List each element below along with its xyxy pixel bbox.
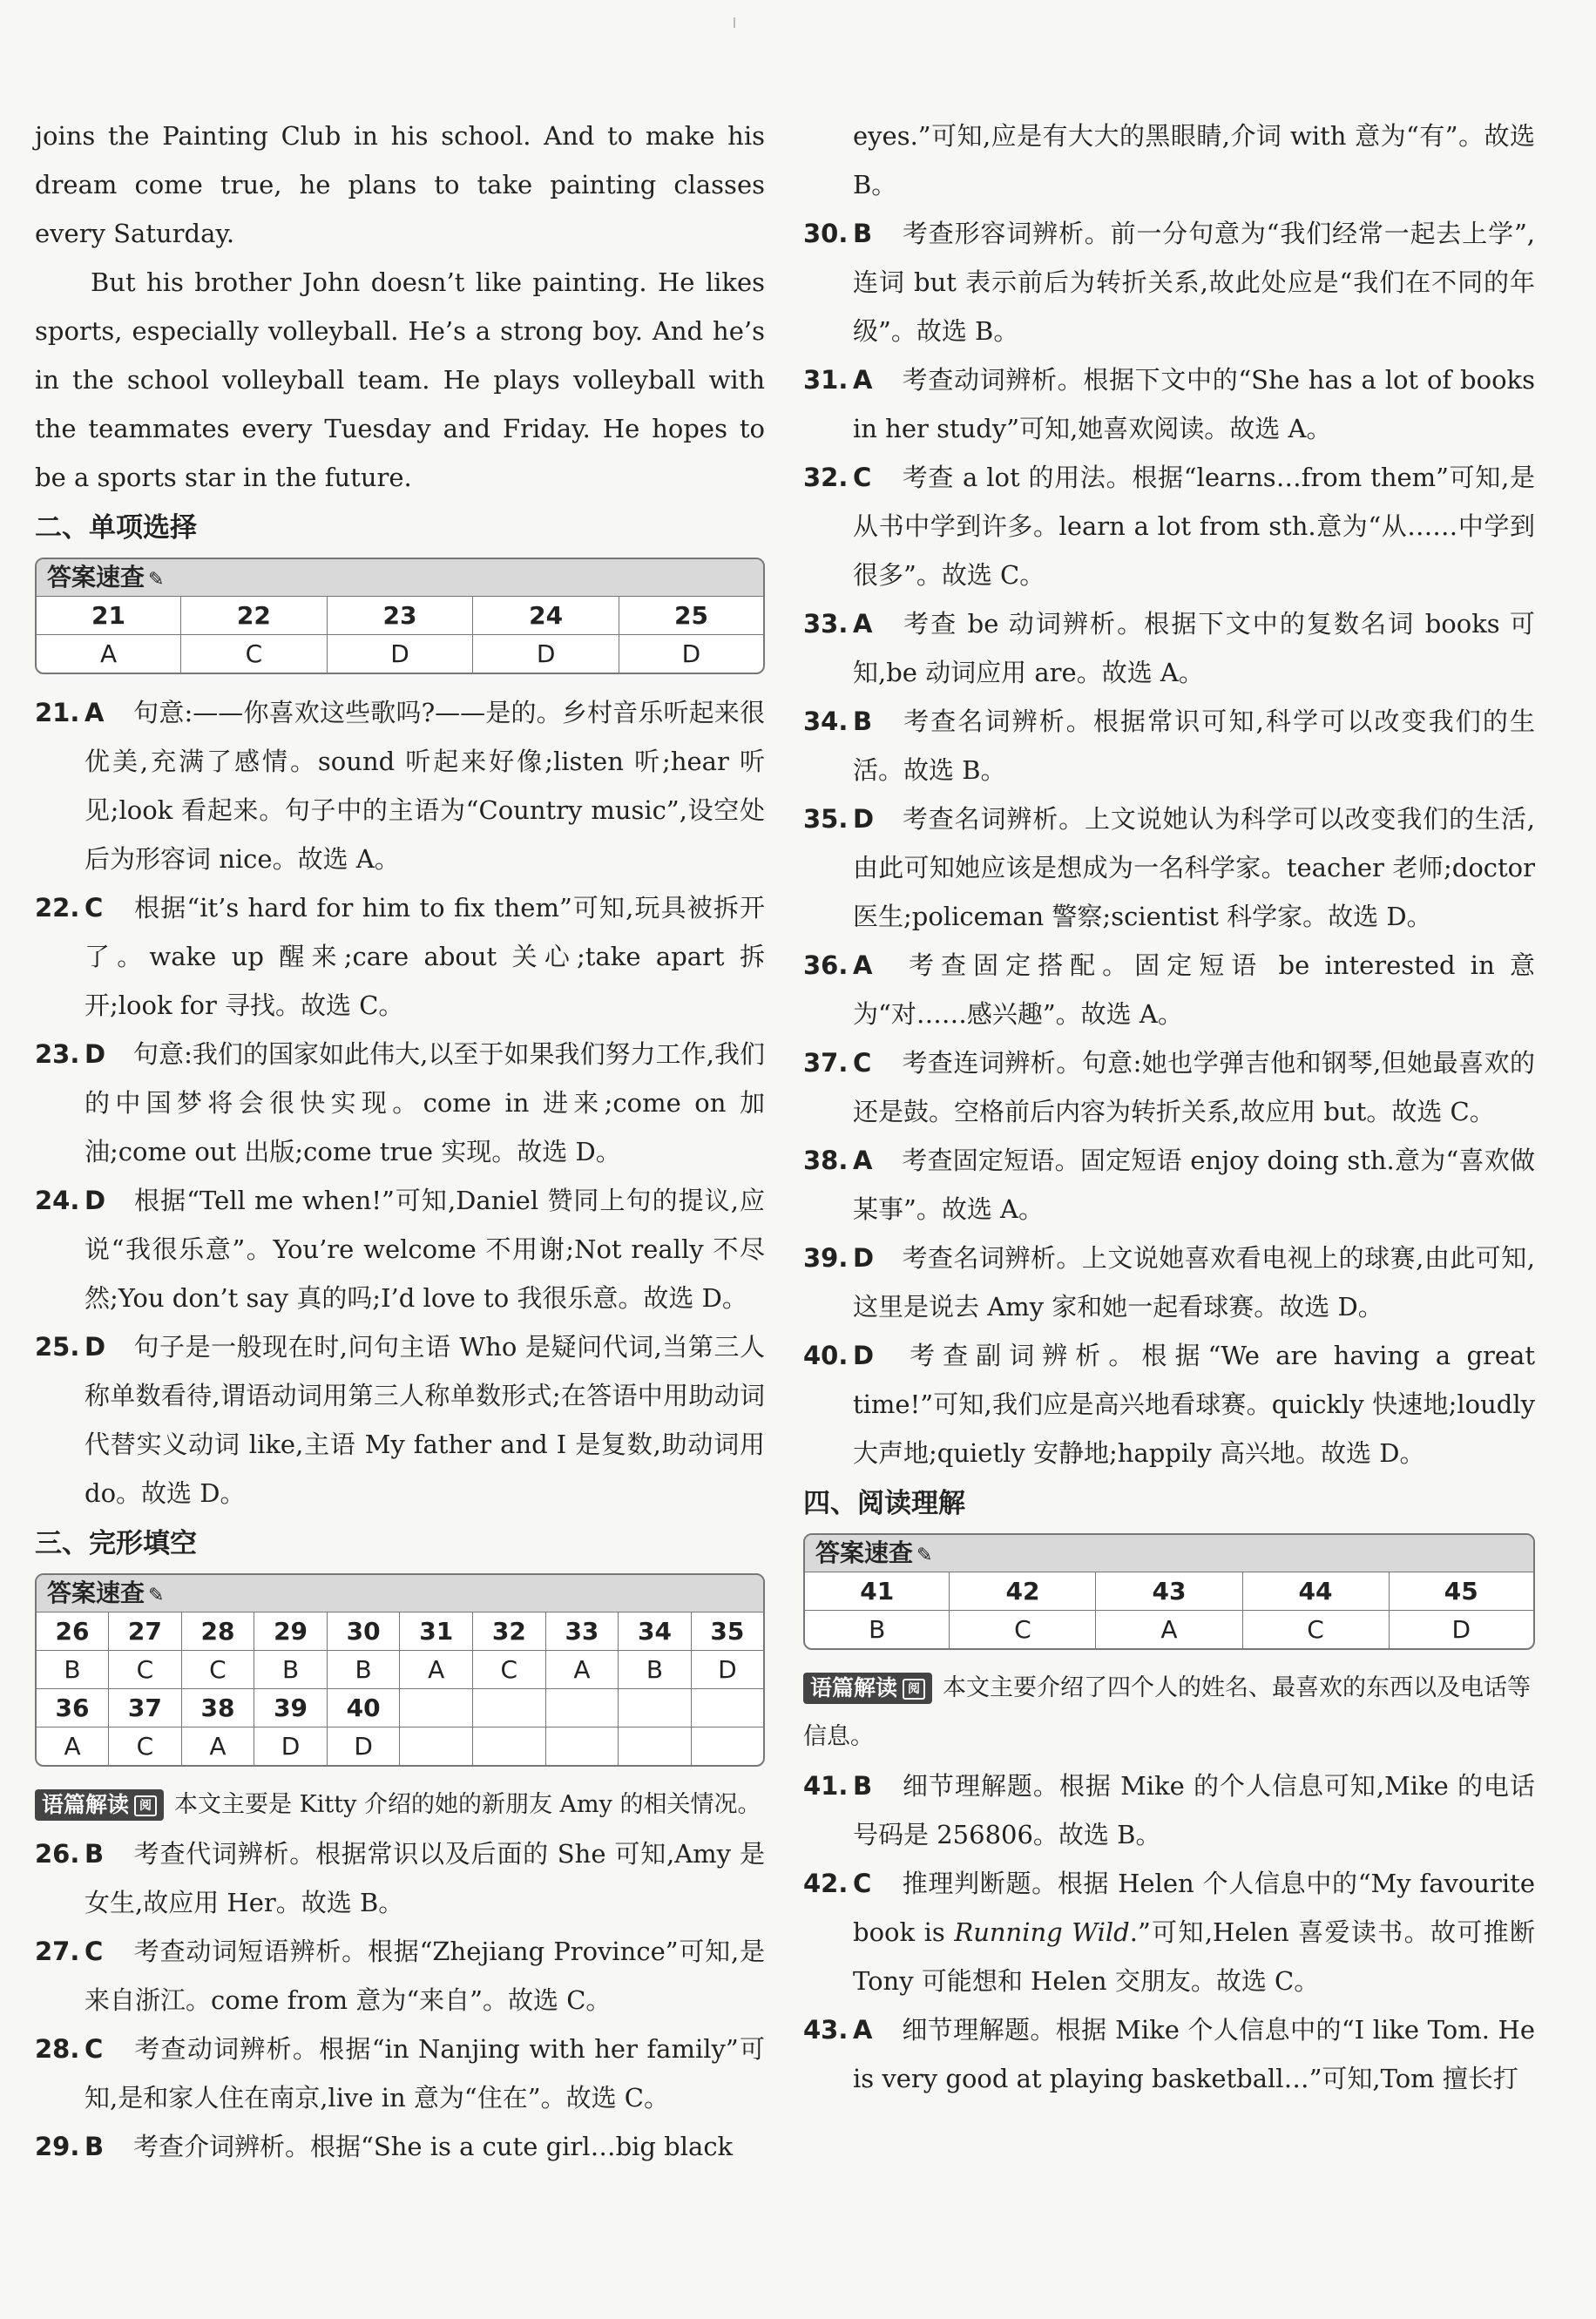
- answer-letter: D: [619, 635, 763, 673]
- question-number: 25.: [35, 1332, 80, 1362]
- explanation-text: 考查动词辨析。根据下文中的“She has a lot of books in her study”可知,她喜欢阅读。故选 A。: [853, 365, 1535, 443]
- passage-tag-label: 语篇解读: [42, 1792, 130, 1817]
- explanation-23: [35, 1030, 765, 1176]
- answer-letter: D: [1389, 1611, 1533, 1649]
- answer-key-header: [805, 1535, 1533, 1572]
- explanation-text: 根据“it’s hard for him to fix them”可知,玩具被拆开了。wake up 醒来;care about 关心;take apart 拆开;look for 寻找。故选 C。: [85, 893, 765, 1020]
- pencil-icon: ✎: [148, 1585, 165, 1606]
- explanation-25: [35, 1322, 765, 1518]
- explanation-29-continued: eyes.”可知,应是有大大的黑眼睛,介词 with 意为“有”。故选 B。: [853, 121, 1535, 199]
- answer-letter: B: [85, 1839, 105, 1869]
- empty-cell: [400, 1689, 473, 1727]
- question-number: 27.: [35, 1937, 80, 1966]
- answer-letter: A: [85, 698, 105, 727]
- pencil-icon: ✎: [916, 1545, 933, 1566]
- answer-letter: D: [853, 1243, 875, 1273]
- answer-letter: B: [853, 1771, 873, 1801]
- explanation-29: [35, 2122, 765, 2171]
- empty-cell: [691, 1689, 763, 1727]
- answer-letter: A: [400, 1651, 473, 1689]
- explanation-26: [35, 1829, 765, 1927]
- book-icon: 阅: [134, 1795, 157, 1816]
- answer-letter: A: [37, 635, 181, 673]
- answer-letter: C: [85, 1937, 104, 1966]
- explanation-42: [803, 1859, 1535, 2005]
- explanation-43: [803, 2005, 1535, 2103]
- question-number: 28: [181, 1612, 254, 1651]
- explanation-text: 根据“Tell me when!”可知,Daniel 赞同上句的提议,应说“我很乐意”。You’re welcome 不用谢;Not really 不尽然;You don’t say 真的吗;I’d love to 我很乐意。故选 D。: [85, 1186, 765, 1313]
- section-title-reading: 四、阅读理解: [803, 1488, 965, 1519]
- question-number: 40.: [803, 1341, 849, 1370]
- intro-paragraph-1: joins the Painting Club in his school. And to make his dream come true, he plans to take painting classes every Saturday.: [35, 121, 765, 248]
- explanation-31: [803, 355, 1535, 453]
- answer-key-table: [805, 1572, 1533, 1648]
- empty-cell: [473, 1727, 546, 1766]
- explanation-text: 考查介词辨析。根据“She is a cute girl…big black: [133, 2132, 734, 2161]
- answer-letter: C: [473, 1651, 546, 1689]
- explanation-text: 考查代词辨析。根据常识以及后面的 She 可知,Amy 是女生,故应用 Her。故选 B。: [85, 1839, 765, 1917]
- explanation-text: 细节理解题。根据 Mike 个人信息中的“I like Tom. He is very good at playing basketball…”可知,Tom 擅长打: [853, 2015, 1535, 2093]
- explanation-text: 考查固定搭配。固定短语 be interested in 意为“对……感兴趣”。故选 A。: [853, 950, 1535, 1029]
- answer-letter: B: [37, 1651, 109, 1689]
- top-tick-mark: [734, 17, 735, 28]
- answer-letter: B: [85, 2132, 105, 2161]
- explanation-36: [803, 941, 1535, 1038]
- explanation-text: 考查连词辨析。句意:她也学弹吉他和钢琴,但她最喜欢的还是鼓。空格前后内容为转折关系,故应用 but。故选 C。: [853, 1048, 1535, 1126]
- answer-letter: D: [853, 1341, 875, 1370]
- section-title-single-choice: 二、单项选择: [35, 512, 197, 544]
- answer-letter: D: [473, 635, 619, 673]
- answer-letter: D: [254, 1727, 328, 1766]
- empty-cell: [400, 1727, 473, 1766]
- answer-letter: D: [85, 1039, 106, 1069]
- question-number: 31: [400, 1612, 473, 1651]
- explanation-text: 考查副词辨析。根据“We are having a great time!”可知,我们应是高兴地看球赛。quickly 快速地;loudly 大声地;quietly 安静地;happily 高兴地。故选 D。: [853, 1341, 1535, 1468]
- empty-cell: [691, 1727, 763, 1766]
- passage-tag: [35, 1789, 164, 1821]
- question-number: 29.: [35, 2132, 80, 2161]
- question-number: 31.: [803, 365, 849, 395]
- left-column: [35, 112, 765, 2171]
- explanation-22: [35, 883, 765, 1030]
- answer-key-header: [37, 1575, 763, 1612]
- answer-letter: C: [109, 1651, 182, 1689]
- answer-letter: C: [853, 1869, 872, 1898]
- explanation-text: 考查 a lot 的用法。根据“learns…from them”可知,是从书中学到许多。learn a lot from sth.意为“从……中学到很多”。故选 C。: [853, 463, 1535, 590]
- question-number: 35: [691, 1612, 763, 1651]
- answer-key-header: [37, 559, 763, 597]
- answer-letter: A: [545, 1651, 619, 1689]
- question-number: 22: [181, 597, 328, 635]
- explanation-text: 细节理解题。根据 Mike 的个人信息可知,Mike 的电话号码是 256806。故选 B。: [853, 1771, 1535, 1849]
- answer-letter: B: [254, 1651, 328, 1689]
- question-number: 43: [1096, 1572, 1242, 1611]
- answer-key-label: 答案速查: [47, 1579, 145, 1607]
- question-number: 38: [181, 1689, 254, 1727]
- question-number: 37: [109, 1689, 182, 1727]
- question-number: 30: [327, 1612, 400, 1651]
- question-number: 36.: [803, 950, 849, 980]
- answer-letter: C: [85, 2034, 104, 2064]
- question-number: 29: [254, 1612, 328, 1651]
- passage-tag: [803, 1673, 932, 1704]
- answer-letter: C: [1242, 1611, 1389, 1649]
- answer-letter: D: [853, 804, 875, 834]
- answer-letter: A: [853, 950, 873, 980]
- explanation-28: [35, 2025, 765, 2122]
- explanation-text: 考查动词辨析。根据“in Nanjing with her family”可知,是和家人住在南京,live in 意为“住在”。故选 C。: [85, 2034, 765, 2113]
- answer-letter: D: [85, 1332, 106, 1362]
- question-number: 37.: [803, 1048, 849, 1078]
- answer-letter: B: [619, 1651, 692, 1689]
- question-number: 26.: [35, 1839, 80, 1869]
- answer-key-table: [37, 1612, 763, 1765]
- question-number: 33.: [803, 609, 849, 639]
- explanation-text: 考查名词辨析。上文说她认为科学可以改变我们的生活,由此可知她应该是想成为一名科学家。teacher 老师;doctor 医生;policeman 警察;scientist 科学家。故选 D。: [853, 804, 1535, 931]
- passage-tag-label: 语篇解读: [810, 1675, 898, 1700]
- explanation-39: [803, 1234, 1535, 1331]
- explanation-text: 句子是一般现在时,问句主语 Who 是疑问代词,当第三人称单数看待,谓语动词用第三人称单数形式;在答语中用助动词代替实义动词 like,主语 My father and I 是复数,助动词用 do。故选 D。: [85, 1332, 765, 1508]
- answer-letter: C: [181, 1651, 254, 1689]
- explanation-40: [803, 1331, 1535, 1477]
- explanation-38: [803, 1136, 1535, 1234]
- question-number: 36: [37, 1689, 109, 1727]
- empty-cell: [545, 1727, 619, 1766]
- passage-summary-reading: [803, 1664, 1535, 1761]
- explanation-27: [35, 1927, 765, 2025]
- explanation-text: 句意:我们的国家如此伟大,以至于如果我们努力工作,我们的中国梦将会很快实现。come in 进来;come on 加油;come out 出版;come true 实现。故选 D。: [85, 1039, 765, 1166]
- question-number: 35.: [803, 804, 849, 834]
- empty-cell: [545, 1689, 619, 1727]
- empty-cell: [619, 1689, 692, 1727]
- question-number: 21: [37, 597, 181, 635]
- explanation-text: 考查名词辨析。根据常识可知,科学可以改变我们的生活。故选 B。: [853, 707, 1535, 785]
- question-number: 34: [619, 1612, 692, 1651]
- explanation-34: [803, 697, 1535, 794]
- question-number: 24.: [35, 1186, 80, 1215]
- answer-key-label: 答案速查: [815, 1538, 914, 1567]
- book-title: Running Wild: [954, 1917, 1130, 1947]
- question-number: 27: [109, 1612, 182, 1651]
- answer-key-label: 答案速查: [47, 563, 145, 592]
- question-number: 34.: [803, 707, 849, 736]
- answer-letter: A: [853, 2015, 873, 2045]
- answer-key-box-26-40: [35, 1573, 765, 1767]
- explanation-21: [35, 688, 765, 883]
- passage-summary-text: 本文主要是 Kitty 介绍的她的新朋友 Amy 的相关情况。: [174, 1791, 761, 1818]
- explanation-33: [803, 599, 1535, 697]
- intro-paragraph-2: But his brother John doesn’t like painting. He likes sports, especially volleyball. He’s a strong boy. And he’s in the school volleyball team. He plays volleyball with the teammates every Tuesday and Friday. He hopes to be a sports star in the future.: [35, 267, 765, 492]
- answer-letter: A: [853, 609, 873, 639]
- answer-letter: B: [805, 1611, 950, 1649]
- question-number: 40: [327, 1689, 400, 1727]
- question-number: 32: [473, 1612, 546, 1651]
- question-number: 26: [37, 1612, 109, 1651]
- explanation-35: [803, 794, 1535, 941]
- answer-letter: A: [853, 1146, 873, 1175]
- explanation-text: 考查形容词辨析。前一分句意为“我们经常一起去上学”,连词 but 表示前后为转折关系,故此处应是“我们在不同的年级”。故选 B。: [853, 219, 1535, 346]
- question-number: 32.: [803, 463, 849, 492]
- empty-cell: [619, 1727, 692, 1766]
- question-number: 42: [950, 1572, 1096, 1611]
- answer-letter: A: [1096, 1611, 1242, 1649]
- explanation-text: 推理判断题。根据 Helen 个人信息中的“My favourite book is: [853, 1869, 1535, 1947]
- answer-key-table: [37, 597, 763, 673]
- explanation-30: [803, 209, 1535, 355]
- question-number: 39.: [803, 1243, 849, 1273]
- question-number: 39: [254, 1689, 328, 1727]
- question-number: 23.: [35, 1039, 80, 1069]
- answer-letter: D: [327, 1727, 400, 1766]
- question-number: 21.: [35, 698, 80, 727]
- answer-letter: C: [853, 1048, 872, 1078]
- question-number: 45: [1389, 1572, 1533, 1611]
- right-column: [803, 112, 1535, 2103]
- explanation-32: [803, 453, 1535, 599]
- passage-summary-text: 本文主要介绍了四个人的姓名、最喜欢的东西以及电话等信息。: [803, 1674, 1532, 1750]
- answer-letter: C: [109, 1727, 182, 1766]
- passage-summary-cloze: [35, 1781, 765, 1829]
- question-number: 33: [545, 1612, 619, 1651]
- explanation-24: [35, 1176, 765, 1322]
- question-number: 41: [805, 1572, 950, 1611]
- answer-letter: D: [691, 1651, 763, 1689]
- pencil-icon: ✎: [148, 569, 165, 591]
- answer-letter: C: [853, 463, 872, 492]
- question-number: 28.: [35, 2034, 80, 2064]
- question-number: 25: [619, 597, 763, 635]
- answer-letter: A: [37, 1727, 109, 1766]
- answer-letter: A: [181, 1727, 254, 1766]
- section-title-cloze: 三、完形填空: [35, 1528, 197, 1559]
- answer-letter: D: [85, 1186, 106, 1215]
- empty-cell: [473, 1689, 546, 1727]
- answer-key-box-21-25: [35, 558, 765, 674]
- answer-letter: C: [85, 893, 104, 923]
- explanation-41: [803, 1761, 1535, 1859]
- explanation-text: .”可知,Helen 喜爱读书。故可推断 Tony 可能想和 Helen 交朋友。故选 C。: [853, 1917, 1535, 1996]
- answer-letter: D: [327, 635, 473, 673]
- explanation-37: [803, 1038, 1535, 1136]
- answer-letter: B: [327, 1651, 400, 1689]
- explanation-text: 考查固定短语。固定短语 enjoy doing sth.意为“喜欢做某事”。故选 A。: [853, 1146, 1535, 1224]
- question-number: 38.: [803, 1146, 849, 1175]
- answer-key-box-41-45: [803, 1533, 1535, 1650]
- question-number: 42.: [803, 1869, 849, 1898]
- answer-letter: C: [950, 1611, 1096, 1649]
- book-icon: 阅: [903, 1679, 925, 1700]
- explanation-text: 考查动词短语辨析。根据“Zhejiang Province”可知,是来自浙江。come from 意为“来自”。故选 C。: [85, 1937, 765, 2015]
- question-number: 22.: [35, 893, 80, 923]
- answer-letter: C: [181, 635, 328, 673]
- question-number: 41.: [803, 1771, 849, 1801]
- explanation-text: 考查名词辨析。上文说她喜欢看电视上的球赛,由此可知,这里是说去 Amy 家和她一起看球赛。故选 D。: [853, 1243, 1535, 1322]
- answer-letter: B: [853, 219, 873, 248]
- explanation-text: 句意:——你喜欢这些歌吗?——是的。乡村音乐听起来很优美,充满了感情。sound 听起来好像;listen 听;hear 听见;look 看起来。句子中的主语为“Country music”,设空处后为形容词 nice。故选 A。: [85, 698, 765, 874]
- answer-letter: B: [853, 707, 873, 736]
- explanation-text: 考查 be 动词辨析。根据下文中的复数名词 books 可知,be 动词应用 are。故选 A。: [853, 609, 1535, 687]
- question-number: 30.: [803, 219, 849, 248]
- answer-letter: A: [853, 365, 873, 395]
- question-number: 43.: [803, 2015, 849, 2045]
- question-number: 24: [473, 597, 619, 635]
- question-number: 23: [327, 597, 473, 635]
- question-number: 44: [1242, 1572, 1389, 1611]
